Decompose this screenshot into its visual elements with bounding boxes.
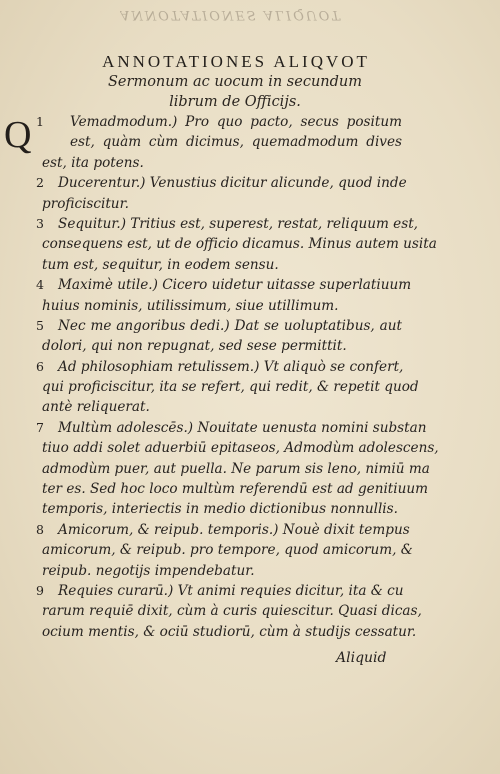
text-line <box>42 561 402 581</box>
line-text: Ad philosophiam retulissem.) Vt aliquò se confert, <box>58 358 404 375</box>
line-text: qui proficiscitur, ita se refert, qui redit, & repetit quod <box>42 379 419 396</box>
line-number: 8 <box>36 521 44 537</box>
page-heading: ANNOTATIONES ALIQVOT <box>102 52 370 71</box>
line-number: 2 <box>36 175 44 191</box>
text-line <box>42 194 402 214</box>
line-text: Ducerentur.) Venustius dicitur alicunde, quod inde <box>58 175 407 192</box>
line-number: 9 <box>36 582 44 598</box>
line-text: Amicorum, & reipub. temporis.) Nouè dixit tempus <box>58 521 410 538</box>
line-text: rarum requiē dixit, cùm à curis quiescitur. Quasi dicas, <box>42 603 422 620</box>
line-text: proficiscitur. <box>42 195 129 212</box>
line-text: reipub. negotijs impendebatur. <box>42 562 255 579</box>
line-text: dolori, qui non repugnat, sed sese permittit. <box>42 338 347 355</box>
line-text: Multùm adolescēs.) Nouitate uenusta nomini substan <box>58 419 427 436</box>
text-line <box>42 459 430 479</box>
line-number: 4 <box>36 277 44 293</box>
subtitle-line-1: Sermonum ac uocum in secundum <box>108 74 362 90</box>
text-line <box>36 520 410 540</box>
text-line <box>42 540 413 560</box>
text-line <box>42 234 437 254</box>
line-text: Requies curarū.) Vt animi requies dicitur, ita & cu <box>58 582 404 599</box>
line-text: amicorum, & reipub. pro tempore, quod amicorum, & <box>42 542 413 559</box>
line-text: Maximè utile.) Cicero uidetur uitasse superlatiuum <box>58 277 412 294</box>
text-line <box>36 275 412 295</box>
text-line <box>42 296 402 316</box>
line-number: 5 <box>36 317 44 333</box>
text-line <box>42 336 402 356</box>
line-text: Sequitur.) Tritius est, superest, restat, reliquum est, <box>58 215 418 232</box>
line-text: tum est, sequitur, in eodem sensu. <box>42 256 279 273</box>
line-text: est, quàm cùm dicimus, quemadmodum dives <box>70 134 402 151</box>
text-line <box>36 357 404 377</box>
catchword: Aliquid <box>336 650 387 666</box>
line-number: 7 <box>36 419 44 435</box>
text-line <box>42 153 402 173</box>
text-line <box>42 479 429 499</box>
line-text: est, ita potens. <box>42 154 144 171</box>
text-line <box>36 214 418 234</box>
subtitle-line-2: librum de Officijs. <box>169 94 301 110</box>
line-text: huius nominis, utilissimum, siue utillimum. <box>42 297 339 314</box>
line-text: tiuo addi solet aduerbiū epitaseos, Admodùm adolescens, <box>42 440 439 457</box>
line-number: 6 <box>36 358 44 374</box>
text-line <box>42 255 402 275</box>
text-line <box>36 418 427 438</box>
line-text: consequens est, ut de officio dicamus. Minus autem usita <box>42 236 437 253</box>
text-line <box>36 316 402 336</box>
text-line <box>42 499 402 519</box>
bleed-through-text: ANNOTATIONES ALIQUOT <box>120 7 342 22</box>
drop-cap: Q <box>4 114 32 156</box>
line-text: admodùm puer, aut puella. Ne parum sis leno, nimiū ma <box>42 460 430 477</box>
text-line <box>42 397 402 417</box>
line-text: ter es. Sed hoc loco multùm referendū est ad genitiuum <box>42 481 429 498</box>
text-line <box>36 112 402 132</box>
text-line <box>42 601 422 621</box>
text-line <box>36 581 404 601</box>
text-line <box>42 438 439 458</box>
text-line <box>42 377 419 397</box>
line-text: antè reliquerat. <box>42 399 150 416</box>
annotation-body <box>36 112 439 642</box>
line-text: Nec me angoribus dedi.) Dat se uoluptatibus, aut <box>58 317 402 334</box>
line-text: ocium mentis, & ociū studiorū, cùm à studijs cessatur. <box>42 623 417 640</box>
text-line <box>42 622 417 642</box>
text-line <box>36 173 407 193</box>
line-text: Vemadmodum.) Pro quo pacto, secus positum <box>70 114 402 130</box>
line-text: temporis, interiectis in medio dictionibus nonnullis. <box>42 501 398 518</box>
line-number: 3 <box>36 215 44 231</box>
line-number: 1 <box>36 114 44 129</box>
text-line <box>42 132 402 152</box>
